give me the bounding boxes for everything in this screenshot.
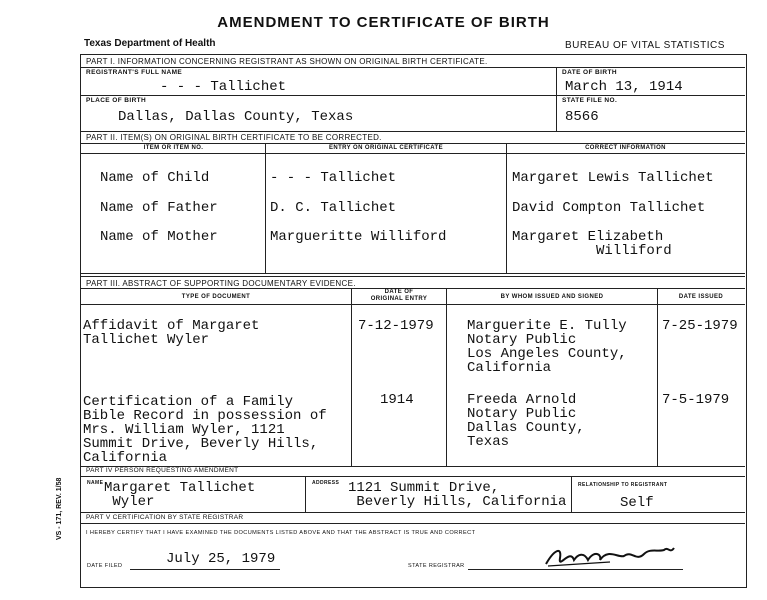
divider: [657, 288, 658, 466]
divider: [81, 523, 745, 524]
divider: [81, 95, 745, 96]
part5-heading: PART V CERTIFICATION BY STATE REGISTRAR: [86, 514, 244, 521]
issued-by-cell: Marguerite E. Tully Notary Public Los Angeles County, California: [467, 318, 627, 376]
original-entry-date-cell: 1914: [380, 392, 414, 408]
requester-name-label: NAME: [87, 480, 104, 486]
divider: [265, 143, 266, 273]
bureau-name: BUREAU OF VITAL STATISTICS: [565, 40, 725, 51]
correct-cell: David Compton Tallichet: [512, 200, 706, 216]
part2-heading: PART II. ITEM(S) ON ORIGINAL BIRTH CERTIFICATE TO BE CORRECTED.: [86, 133, 382, 142]
certification-statement: I HEREBY CERTIFY THAT I HAVE EXAMINED THE DOCUMENTS LISTED ABOVE AND THAT THE ABSTRACT IS TRUE AND CORRECT: [86, 530, 476, 536]
date-issued-cell: 7-5-1979: [662, 392, 730, 408]
col-date-entry-header: DATE OF ORIGINAL ENTRY: [370, 289, 428, 302]
divider: [506, 143, 507, 273]
divider: [351, 288, 352, 466]
divider: [571, 476, 572, 512]
registrar-signature: [540, 540, 680, 572]
divider: [81, 476, 745, 477]
place-of-birth-value: Dallas, Dallas County, Texas: [118, 109, 354, 125]
divider: [81, 131, 745, 132]
original-entry-date-cell: 7-12-1979: [358, 318, 434, 334]
entry-cell: - - - Tallichet: [270, 170, 397, 186]
part3-heading: PART III. ABSTRACT OF SUPPORTING DOCUMENTARY EVIDENCE.: [86, 279, 356, 288]
date-issued-cell: 7-25-1979: [662, 318, 738, 334]
item-cell: Name of Father: [100, 200, 218, 216]
divider: [446, 288, 447, 466]
divider: [81, 143, 745, 144]
place-of-birth-label: PLACE OF BIRTH: [86, 97, 147, 104]
col-entry-header: ENTRY ON ORIGINAL CERTIFICATE: [328, 145, 444, 151]
divider: [81, 273, 745, 274]
part1-heading: PART I. INFORMATION CONCERNING REGISTRANT AS SHOWN ON ORIGINAL BIRTH CERTIFICATE.: [86, 57, 488, 66]
department-name: Texas Department of Health: [84, 38, 216, 49]
state-file-label: STATE FILE NO.: [562, 97, 618, 104]
divider: [81, 512, 745, 513]
correct-cell: Margaret Lewis Tallichet: [512, 170, 714, 186]
form-code: VS - 171, REV. 1/58: [56, 477, 63, 540]
divider: [305, 476, 306, 512]
requester-address-value: 1121 Summit Drive, Beverly Hills, California: [348, 480, 567, 510]
date-filed-line: [130, 569, 280, 570]
part4-heading: PART IV PERSON REQUESTING AMENDMENT: [86, 467, 239, 474]
state-file-value: 8566: [565, 109, 599, 125]
divider: [81, 67, 745, 68]
requester-name-value: Margaret Tallichet Wyler: [104, 480, 256, 510]
item-cell: Name of Mother: [100, 229, 218, 245]
divider: [81, 304, 745, 305]
col-type-header: TYPE OF DOCUMENT: [181, 294, 251, 300]
divider: [81, 276, 745, 277]
requester-address-label: ADDRESS: [312, 480, 340, 486]
relationship-label: RELATIONSHIP TO REGISTRANT: [578, 482, 668, 488]
issued-by-cell: Freeda Arnold Notary Public Dallas County, Texas: [467, 392, 585, 450]
item-cell: Name of Child: [100, 170, 210, 186]
entry-cell: D. C. Tallichet: [270, 200, 397, 216]
date-filed-label: DATE FILED: [87, 563, 123, 569]
date-of-birth-label: DATE OF BIRTH: [562, 69, 617, 76]
date-filed-value: July 25, 1979: [166, 551, 276, 567]
col-date-issued-header: DATE ISSUED: [678, 294, 724, 300]
col-correct-header: CORRECT INFORMATION: [585, 145, 666, 151]
relationship-value: Self: [620, 495, 654, 511]
date-of-birth-value: March 13, 1914: [565, 79, 683, 95]
form-title: AMENDMENT TO CERTIFICATE OF BIRTH: [217, 14, 550, 31]
registrant-name-label: REGISTRANT'S FULL NAME: [86, 69, 183, 76]
entry-cell: Margueritte Williford: [270, 229, 447, 245]
document-type-cell: Certification of a Family Bible Record in possession of Mrs. William Wyler, 1121 Summit Drive, Beverly Hills, California: [83, 394, 327, 466]
divider: [81, 153, 745, 154]
col-issued-by-header: BY WHOM ISSUED AND SIGNED: [500, 294, 604, 300]
divider: [556, 67, 557, 132]
state-registrar-label: STATE REGISTRAR: [408, 563, 465, 569]
registrant-name-value: - - - Tallichet: [160, 79, 287, 95]
correct-cell: Margaret Elizabeth Williford: [512, 229, 672, 259]
document-type-cell: Affidavit of Margaret Tallichet Wyler: [83, 318, 260, 348]
col-item-header: ITEM OR ITEM NO.: [143, 145, 204, 151]
